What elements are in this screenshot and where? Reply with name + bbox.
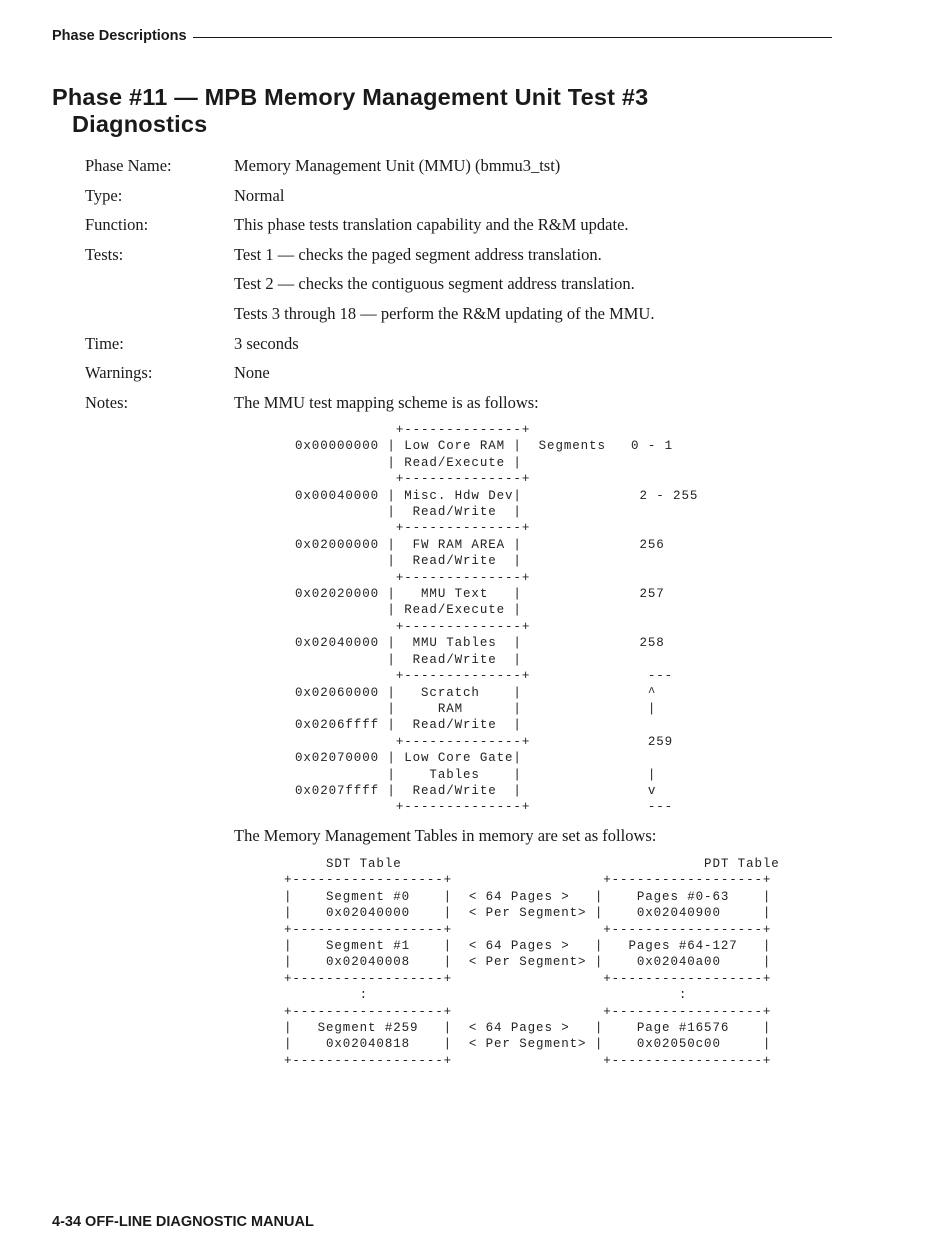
warnings-label: Warnings: <box>85 363 153 382</box>
title-line-1: Phase #11 — MPB Memory Management Unit Test #3 <box>52 84 649 110</box>
memory-map-line: +--------------+ <box>395 472 531 487</box>
memory-map-line: | Read/Execute | <box>387 603 522 618</box>
function-label: Function: <box>85 215 149 234</box>
warnings-value: None <box>234 363 270 382</box>
phase-name-label: Phase Name: <box>85 156 172 175</box>
memory-map-line: 0x0207ffff | Read/Write | v <box>295 783 657 798</box>
memory-map-line: 0x02070000 | Low Core Gate| <box>295 751 522 766</box>
memory-map-line: 0x0206ffff | Read/Write | <box>295 718 522 733</box>
page-title <box>52 84 648 138</box>
time-label: Time: <box>85 334 124 353</box>
memory-tables-line: : : <box>359 988 688 1003</box>
memory-map-line: +--------------+ <box>395 423 531 437</box>
memory-map-line: 0x02040000 | MMU Tables | 258 <box>295 636 665 651</box>
running-header <box>52 28 832 44</box>
test-item-1: Test 1 — checks the paged segment address translation. <box>234 245 602 264</box>
phase-name-value: Memory Management Unit (MMU) (bmmu3_tst) <box>234 156 561 175</box>
memory-tables-line: | Segment #0 | < 64 Pages > | Pages #0-63 | <box>284 889 772 904</box>
memory-map-line: | Read/Write | <box>387 652 522 667</box>
memory-map-line: +--------------+ <box>395 619 531 634</box>
tests-label: Tests: <box>85 245 124 264</box>
memory-map-line: | Read/Write | <box>387 554 522 569</box>
memory-tables-diagram <box>284 856 780 1069</box>
title-line-2: Diagnostics <box>72 111 208 137</box>
memory-map-line: | Read/Write | <box>387 505 522 520</box>
function-value: This phase tests translation capability and the R&M update. <box>234 215 629 234</box>
memory-tables-line: +------------------+ +------------------+ <box>284 971 772 986</box>
memory-map-line: +--------------+ <box>395 570 531 585</box>
memory-map-line: 0x02020000 | MMU Text | 257 <box>295 587 665 602</box>
test-item-2: Test 2 — checks the contiguous segment address translation. <box>234 274 635 293</box>
memory-tables-line: +------------------+ +------------------+ <box>284 922 772 937</box>
memory-tables-line: +------------------+ +------------------+ <box>284 873 772 888</box>
test-item-3: Tests 3 through 18 — perform the R&M updating of the MMU. <box>234 304 655 323</box>
memory-map-line: +--------------+ 259 <box>395 734 674 749</box>
memory-tables-line: | Segment #259 | < 64 Pages > | Page #16576 | <box>284 1021 772 1036</box>
page-footer: 4-34 OFF-LINE DIAGNOSTIC MANUAL <box>52 1214 314 1230</box>
memory-tables-line: | 0x02040818 | < Per Segment> | 0x02050c00 | <box>284 1037 772 1052</box>
memory-tables-line: +------------------+ +------------------+ <box>284 1004 772 1019</box>
memory-map-line: 0x00040000 | Misc. Hdw Dev| 2 - 255 <box>295 488 699 503</box>
memory-tables-line: +------------------+ +------------------+ <box>284 1053 772 1068</box>
memory-tables-line: | Segment #1 | < 64 Pages > | Pages #64-127 | <box>284 939 772 954</box>
type-label: Type: <box>85 186 123 205</box>
memory-map-line: | Read/Execute | <box>387 455 522 470</box>
memory-map-line: 0x00000000 | Low Core RAM | Segments 0 - 1 <box>295 439 674 454</box>
memory-map-line: | Tables | | <box>387 767 657 782</box>
memory-map-line: | RAM | | <box>387 701 657 716</box>
notes-label: Notes: <box>85 393 129 412</box>
section-header: Phase Descriptions <box>52 28 187 44</box>
memory-tables-line: SDT Table PDT Table <box>326 857 780 871</box>
memory-map-line: +--------------+ <box>395 521 531 536</box>
memory-map-diagram <box>295 422 698 816</box>
memory-map-line: 0x02060000 | Scratch | ^ <box>295 685 657 700</box>
type-value: Normal <box>234 186 285 205</box>
memory-map-line: +--------------+ --- <box>395 669 674 684</box>
notes-value: The MMU test mapping scheme is as follows: <box>234 393 539 412</box>
header-rule <box>193 37 832 38</box>
memory-tables-line: | 0x02040008 | < Per Segment> | 0x02040a00 | <box>284 955 772 970</box>
memory-map-line: +--------------+ --- <box>395 800 674 815</box>
memory-map-line: 0x02000000 | FW RAM AREA | 256 <box>295 537 665 552</box>
time-value: 3 seconds <box>234 334 299 353</box>
memory-tables-line: | 0x02040000 | < Per Segment> | 0x02040900 | <box>284 906 772 921</box>
tables-intro: The Memory Management Tables in memory are set as follows: <box>234 826 657 845</box>
